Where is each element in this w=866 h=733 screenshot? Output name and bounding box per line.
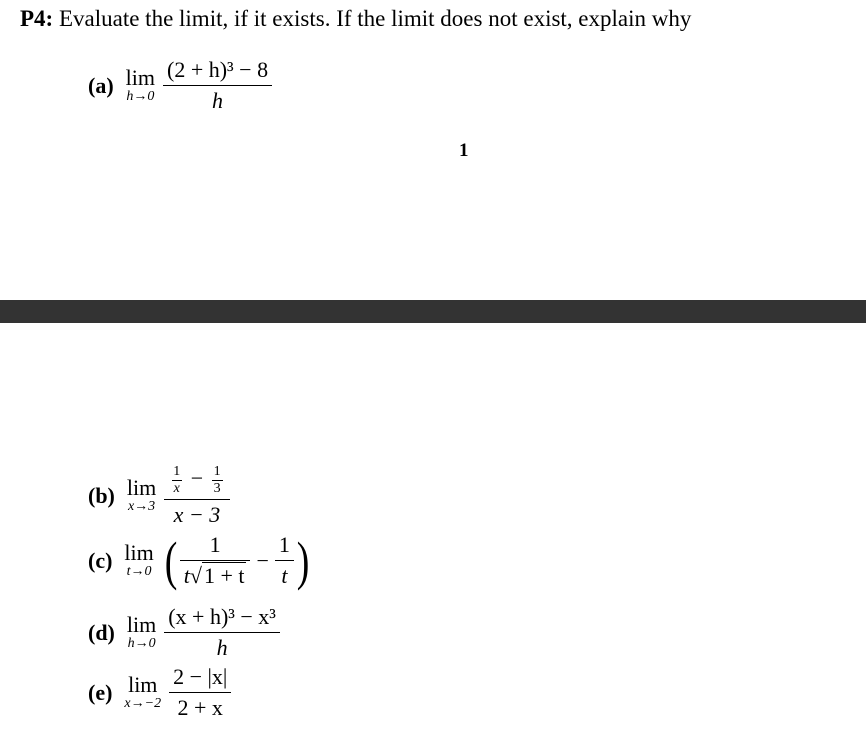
denominator xyxy=(180,560,251,588)
problem-label: (d) xyxy=(88,619,115,645)
limit-operator xyxy=(127,477,156,515)
numerator: 1 xyxy=(209,532,221,557)
denominator: h xyxy=(163,85,272,113)
lim-word: lim xyxy=(128,671,158,697)
lim-subscript: t→0 xyxy=(126,563,152,579)
problem-label: (b) xyxy=(88,483,115,508)
numerator: (x + h)³ − x³ xyxy=(168,604,276,629)
lim-subscript: h→0 xyxy=(127,635,156,651)
problem-e xyxy=(88,665,231,720)
denominator: h xyxy=(164,632,280,660)
limit-operator xyxy=(124,671,162,712)
numerator xyxy=(164,465,229,499)
fraction xyxy=(169,665,231,720)
small-fraction xyxy=(212,465,223,496)
problem-label: (c) xyxy=(88,547,113,573)
heading-text: Evaluate the limit, if it exists. If the limit does not exist, explain why xyxy=(58,6,692,31)
small-denominator: 3 xyxy=(213,481,221,496)
problem-label: (e) xyxy=(88,679,113,705)
heading-label: P4: xyxy=(20,6,54,31)
lim-subscript: x→−2 xyxy=(124,695,162,711)
den-factor: t xyxy=(183,563,190,588)
fraction xyxy=(164,465,229,527)
problem-a xyxy=(88,58,272,113)
page-bottom xyxy=(0,323,866,733)
page-divider xyxy=(0,300,866,323)
right-paren: ) xyxy=(296,530,310,591)
problem-label: (a) xyxy=(88,72,114,98)
lim-subscript: x→3 xyxy=(127,499,156,514)
lim-word: lim xyxy=(125,64,155,90)
lim-word: lim xyxy=(124,539,154,565)
lim-subscript: h→0 xyxy=(126,88,155,104)
minus-sign: − xyxy=(256,547,269,573)
sqrt-icon: √1 + t xyxy=(189,563,245,588)
fraction xyxy=(180,533,251,588)
denominator: 2 + x xyxy=(169,692,231,720)
problem-heading xyxy=(20,6,691,32)
page-top xyxy=(0,0,866,300)
small-denominator: x xyxy=(173,481,180,496)
numerator: 1 xyxy=(278,532,290,557)
numerator: 2 − |x| xyxy=(173,664,228,689)
problem-c xyxy=(88,530,312,591)
limit-operator xyxy=(124,539,154,580)
lim-word: lim xyxy=(126,611,157,637)
fraction xyxy=(163,58,272,113)
small-numerator: 1 xyxy=(213,464,221,479)
problem-b xyxy=(88,465,230,527)
numerator: (2 + h)³ − 8 xyxy=(167,57,269,82)
limit-operator xyxy=(125,64,155,105)
problem-d xyxy=(88,605,280,660)
radicand: 1 + t xyxy=(203,563,245,588)
small-fraction xyxy=(171,465,182,496)
lim-word: lim xyxy=(126,475,157,500)
fraction xyxy=(164,605,280,660)
denominator: x − 3 xyxy=(164,499,229,527)
small-numerator: 1 xyxy=(173,464,181,479)
fraction xyxy=(275,533,294,588)
limit-operator xyxy=(126,611,157,652)
page-number: 1 xyxy=(459,140,469,161)
left-paren: ( xyxy=(164,530,178,591)
denominator: t xyxy=(275,560,294,588)
minus-sign: − xyxy=(190,465,204,491)
